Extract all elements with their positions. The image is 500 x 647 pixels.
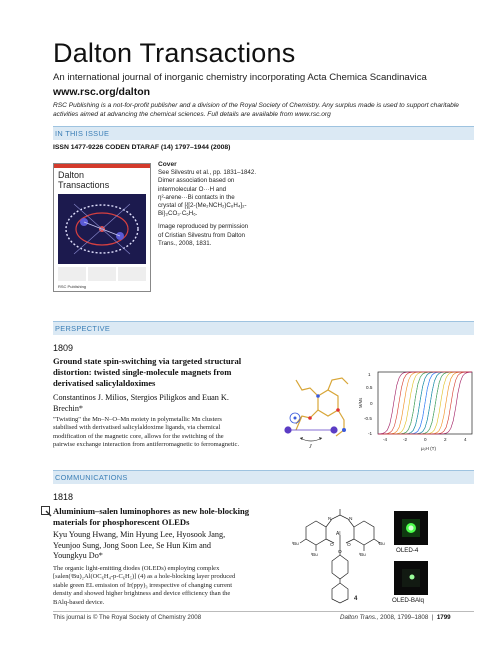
nitrogen-label-left: N (328, 517, 332, 522)
perspective-authors-line1: Constantinos J. Milios, Stergios Piligkos and Euan K. (53, 393, 229, 402)
cover-title-line1: Dalton (58, 170, 85, 180)
footer-pages: 2008, 1799–1808 (380, 614, 429, 621)
cover-desc-line4: crystal of [{[2-(Me₂NCH₂)C₆H₄]₂- (158, 202, 247, 210)
plot-xtick-neg2: -2 (403, 437, 408, 442)
perspective-abstract-line3: modification of the magnetic core, allows for the switching of the (53, 432, 224, 440)
cover-desc-line2: intermolecular O···H and (158, 185, 227, 193)
plot-xtick-neg4: -4 (383, 437, 388, 442)
communications-authors (53, 530, 225, 562)
perspective-page-number[interactable]: 1809 (53, 343, 74, 353)
perspective-authors (53, 393, 229, 414)
plot-xtick-0: 0 (424, 437, 427, 442)
tbu-label-2: ᵗBu (378, 541, 385, 546)
hysteresis-plot (358, 372, 472, 451)
cover-heading: Cover (158, 161, 177, 168)
communications-title-line1: Aluminium–salen luminophores as new hole-blocking (53, 506, 250, 516)
communications-bar (53, 470, 474, 484)
cover-image[interactable] (53, 163, 151, 292)
cover-credit-line2: of Cristian Silvestru from Dalton (158, 231, 245, 239)
journal-title: Dalton Transactions (53, 38, 296, 68)
perspective-title-line1: Ground state spin-switching via targeted structural (53, 356, 242, 366)
oled-4-label: OLED-4 (396, 547, 419, 554)
plot-ytick-0: 0 (370, 401, 373, 406)
communications-heading: COMMUNICATIONS (55, 473, 128, 482)
footer-page-number: 1799 (436, 614, 451, 621)
footer-copyright: This journal is © The Royal Society of Chemistry 2008 (53, 614, 202, 621)
perspective-title-line2: distortion: twisted single-molecule magnets from (53, 367, 232, 377)
oxygen-label-right: O (347, 543, 351, 548)
cover-description (158, 161, 278, 253)
perspective-article-title[interactable] (53, 356, 241, 389)
communications-abstract-line1: The organic light-emitting diodes (OLEDs) employing complex (53, 565, 220, 572)
communications-graphic[interactable] (292, 505, 477, 605)
publisher-note: RSC Publishing is a not-for-profit publisher and a division of the Royal Society of Chemistry. Any surplus made is used to support charitable activities aimed at advancing the chemical sciences. Full details are available from www.rsc.org (53, 102, 459, 118)
communications-title-line2: materials for phosphorescent OLEDs (53, 517, 190, 527)
plot-ylabel: M/Ms (358, 397, 363, 408)
perspective-abstract (53, 416, 239, 450)
cover-credit-line3: Trans., 2008, 1831. (158, 239, 212, 247)
compound-number-label: 4 (354, 596, 358, 602)
communications-article-title[interactable] (53, 506, 249, 528)
communications-abstract-line4: density and showed higher brightness and device efficiency than the (53, 590, 231, 598)
plot-ytick-neg0.5: -0.5 (364, 416, 372, 421)
footer-citation: Dalton Trans., 2008, 1799–1808 | 1799 (340, 614, 451, 621)
plot-ytick-neg1: -1 (368, 431, 373, 436)
communications-authors-line3: Youngkyu Do* (53, 551, 103, 560)
oled-4-photo (394, 511, 428, 545)
cover-desc-line5: Bi}₂CO₃·C₆H₆. (158, 210, 198, 218)
communications-authors-line2: Yeunjoo Sung, Jong Soon Lee, Se Hun Kim and (53, 540, 211, 550)
perspective-graphic[interactable] (282, 368, 477, 460)
plot-ytick-1: 1 (368, 372, 371, 377)
perspective-abstract-line1: "Twisting" the Mn–N–O–Mn moiety in polymetallic Mn clusters (53, 416, 222, 423)
cover-desc-line1: Dimer association based on (158, 177, 235, 185)
communications-abstract-line2: [salen(ᵗBu)₂Al(OC₆H₄-p-C₆H₅)] (4) as a hole-blocking layer produced (53, 573, 236, 581)
notebook-icon[interactable] (40, 505, 52, 517)
footer-divider (53, 611, 474, 612)
in-this-issue-bar (53, 126, 474, 140)
communications-page-number[interactable]: 1818 (53, 492, 74, 502)
perspective-bar (53, 321, 474, 335)
tbu-label-1: ᵗBu (292, 541, 299, 546)
perspective-title-line3: derivatised salicylaldoximes (53, 378, 156, 388)
communications-abstract (53, 565, 235, 607)
journal-url[interactable]: www.rsc.org/dalton (53, 86, 151, 98)
perspective-abstract-line4: pairwise exchange interaction from antiferromagnetic to ferromagnetic. (53, 441, 240, 449)
nitrogen-label-right: N (349, 517, 353, 522)
perspective-abstract-line2: stabilised with derivatised salicylaldoxime ligands, via chemical (53, 424, 221, 432)
perspective-heading: PERSPECTIVE (55, 324, 111, 333)
plot-ytick-0.5: 0.5 (366, 385, 373, 390)
communications-authors-line1: Kyu Young Hwang, Min Hyung Lee, Hyosook Jang, (53, 530, 226, 539)
oled-balq-photo (394, 561, 428, 595)
cover-publisher: RSC Publishing (58, 284, 87, 289)
exchange-j-label: J (309, 444, 312, 450)
cover-see-line[interactable]: See Silvestru et al., pp. 1831–1842. (158, 169, 257, 177)
journal-subtitle: An international journal of inorganic chemistry incorporating Acta Chemica Scandinavica (53, 72, 427, 83)
communications-abstract-line5: BAlq-based device. (53, 598, 105, 606)
cover-title-line2: Transactions (58, 180, 110, 190)
footer-journal: Dalton Trans., (340, 614, 379, 621)
cover-artwork (54, 164, 150, 291)
plot-xtick-2: 2 (444, 437, 447, 442)
twisted-molecule-drawing (284, 378, 348, 450)
cover-credit-line1: Image reproduced by permission (158, 223, 249, 231)
oxygen-label-axial: O (338, 550, 342, 555)
oled-balq-label: OLED-BAlq (392, 597, 424, 604)
tbu-label-4: ᵗBu (359, 552, 366, 557)
issn-line: ISSN 1477-9226 CODEN DTARAF (14) 1797–1944 (2008) (53, 144, 231, 151)
cover-desc-line3: η²-arene···Bi contacts in the (158, 193, 235, 201)
in-this-issue-heading: IN THIS ISSUE (55, 129, 110, 138)
tbu-label-3: ᵗBu (311, 552, 318, 557)
aluminium-label: Al (336, 531, 341, 537)
perspective-authors-line2: Brechin* (53, 403, 84, 413)
plot-xtick-4: 4 (464, 437, 467, 442)
communications-abstract-line3: stable green EL emission of Ir(ppy)₃ irrespective of changing current (53, 581, 233, 589)
oxygen-label-left: O (330, 543, 334, 548)
plot-xlabel: μ₀H (T) (421, 446, 437, 451)
